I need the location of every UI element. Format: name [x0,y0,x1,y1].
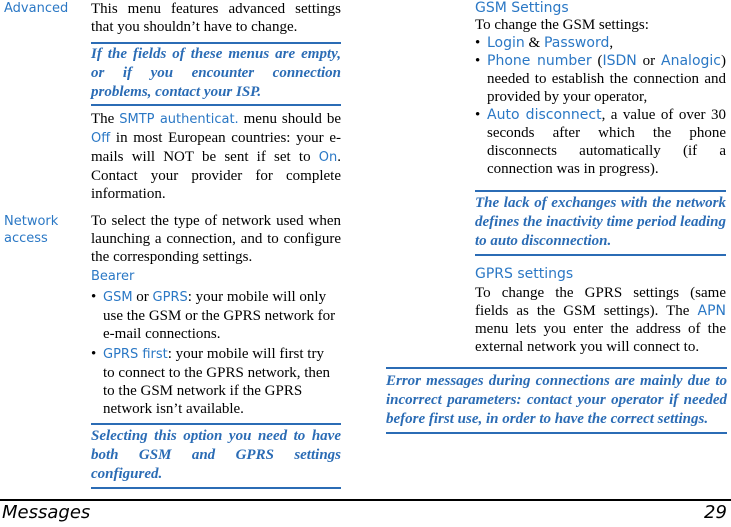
gsm-list [475,34,726,178]
list-item: • GSM or GPRS: your mobile will only use the GSM or the GPRS network for e-mail connections. [91,288,337,343]
error-note: Error messages during connections are mainly due to incorrect parameters: contact your operator if needed before first use, in order to have the correct settings. [386,373,727,427]
gsm-note-bottom-rule [475,254,726,256]
footer-section-title: Messages [2,502,91,523]
list-item: • Phone number (ISDN or Analogic) needed to establish the connection and provided by your operator, [475,52,726,106]
footer-rule [0,499,731,501]
error-note-top-rule [386,367,727,369]
gsm-intro: To change the GSM settings: [475,17,649,33]
note-bottom-rule [91,104,341,106]
gprs-heading: GPRS settings [475,266,574,282]
network-note-top-rule [91,423,341,425]
bearer-heading: Bearer [91,269,135,284]
network-note-bottom-rule [91,487,341,489]
error-note-bottom-rule [386,432,727,434]
smtp-term: SMTP authenticat. [119,112,239,127]
bearer-list [91,288,337,418]
apn-term: APN [697,303,726,319]
page-number: 29 [704,502,727,523]
note-top-rule [91,42,341,44]
gsm-heading: GSM Settings [475,0,569,16]
side-label-advanced: Advanced [4,1,69,16]
list-item: • GPRS first: your mobile will first try to connect to the GPRS network, then to the GSM network if the GPRS network isn’t available. [91,345,337,418]
network-note: Selecting this option you need to have both GSM and GPRS settings configured. [91,428,341,482]
smtp-paragraph: The SMTP authenticat. menu should be Off in most European countries: your e-mails will NOT be sent if set to On. Contact your provider for complete information. [91,111,341,202]
network-intro: To select the type of network used when launching a connection, and to configure the corresponding settings. [91,213,341,265]
smtp-off: Off [91,131,111,146]
list-item: • Login & Password, [475,34,726,52]
side-label-network-access: Network access [4,214,59,246]
gsm-note: The lack of exchanges with the network defines the inactivity time period leading to auto disconnection. [475,195,726,249]
smtp-on: On [318,150,338,165]
advanced-note: If the fields of these menus are empty, or if you encounter connection problems, contact your ISP. [91,46,341,100]
advanced-intro: This menu features advanced settings that you shouldn’t have to change. [91,1,341,35]
gprs-paragraph: To change the GPRS settings (same fields as the GSM settings). The APN menu lets you enter the address of the external network you will connect to. [475,285,726,355]
gsm-note-top-rule [475,190,726,192]
list-item: • Auto disconnect, a value of over 30 seconds after which the phone disconnects automatically (if a connection was in progress). [475,106,726,178]
